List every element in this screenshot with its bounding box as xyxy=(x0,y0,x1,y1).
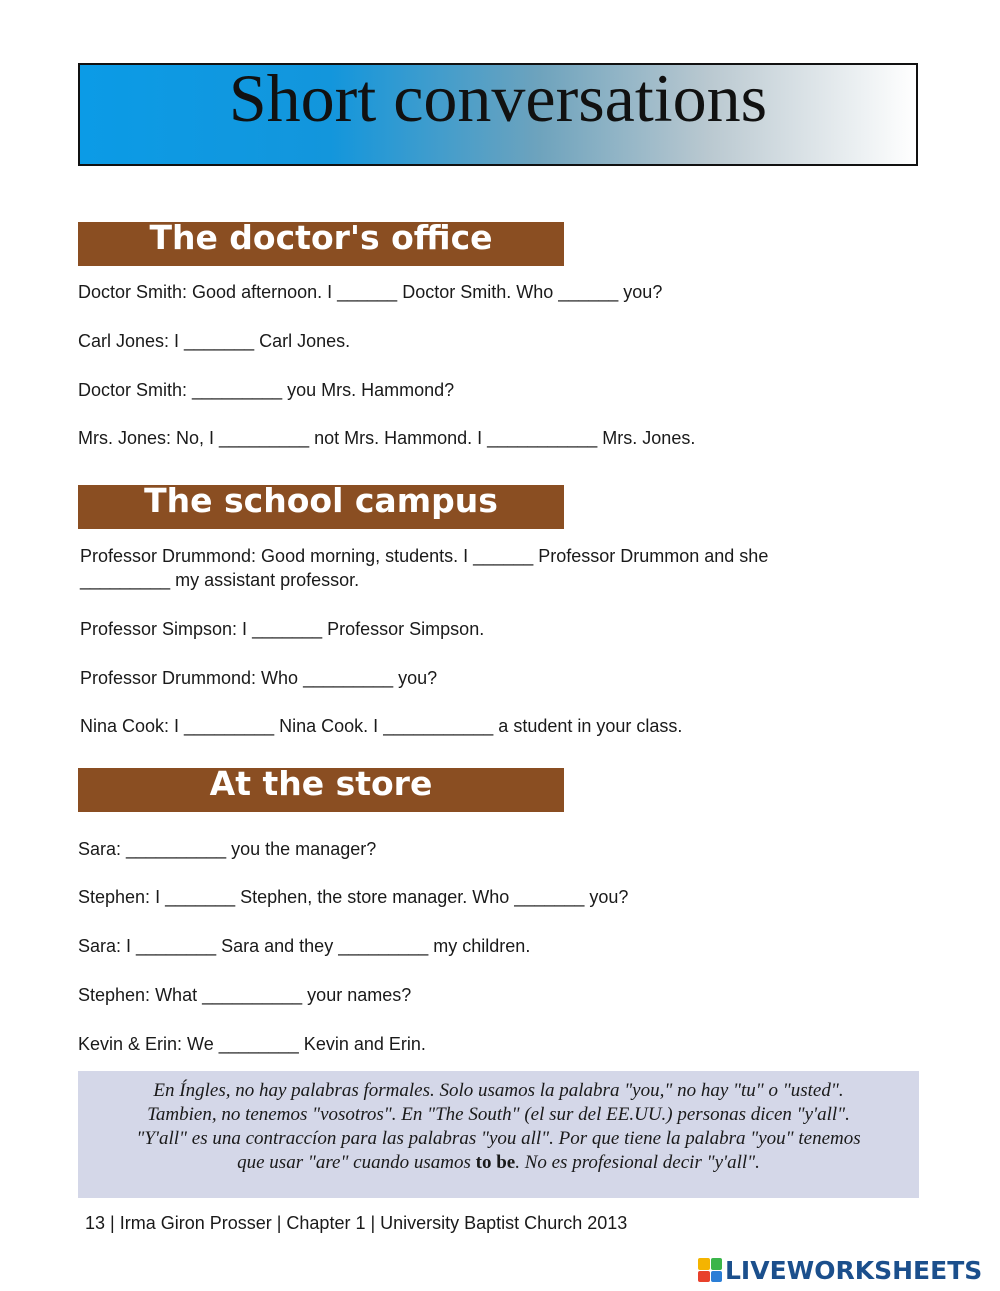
section-header-school-campus xyxy=(78,481,564,529)
dialogue-line: Stephen: I _______ Stephen, the store manager. Who _______ you? xyxy=(78,887,629,907)
logo-tile xyxy=(711,1258,723,1270)
page-title: Short conversations xyxy=(228,60,768,136)
dialogue-line: Stephen: What __________ your names? xyxy=(78,985,412,1005)
section-title: The doctor's office xyxy=(149,218,493,257)
note-line xyxy=(78,1151,919,1175)
grammar-note xyxy=(78,1079,919,1175)
dialogue-line: Sara: __________ you the manager? xyxy=(78,839,377,859)
section-header-at-the-store xyxy=(78,764,564,812)
note-text-segment: que usar "are" cuando usamos xyxy=(237,1152,476,1173)
note-line: Tambien, no tenemos "vosotros". En "The South" (el sur del EE.UU.) personas dicen "y'all". xyxy=(147,1104,850,1125)
liveworksheets-logo-icon xyxy=(698,1258,722,1282)
dialogue-line: Doctor Smith: Good afternoon. I ______ Doctor Smith. Who ______ you? xyxy=(78,282,663,302)
page-footer: 13 | Irma Giron Prosser | Chapter 1 | University Baptist Church 2013 xyxy=(85,1213,628,1233)
dialogue-line: Kevin & Erin: We ________ Kevin and Erin. xyxy=(78,1034,426,1054)
logo-tile xyxy=(698,1258,710,1270)
dialogue-line: Professor Simpson: I _______ Professor Simpson. xyxy=(80,619,485,639)
note-line: "Y'all" es una contraccíon para las palabras "you all". Por que tiene la palabra "you" tenemos xyxy=(136,1128,861,1149)
logo-tile xyxy=(698,1271,710,1283)
dialogue-line: Mrs. Jones: No, I _________ not Mrs. Hammond. I ___________ Mrs. Jones. xyxy=(78,428,696,448)
note-bold-term: to be xyxy=(475,1152,516,1173)
title-banner xyxy=(78,60,918,166)
brand-name: LIVEWORKSHEETS xyxy=(725,1255,983,1285)
note-line: En Íngles, no hay palabras formales. Solo usamos la palabra "you," no hay "tu" o "usted". xyxy=(153,1080,844,1101)
grammar-note-box xyxy=(78,1071,919,1198)
dialogue-line: Carl Jones: I _______ Carl Jones. xyxy=(78,331,351,351)
note-text-segment: . No es profesional decir "y'all". xyxy=(515,1152,760,1173)
dialogue-line: Sara: I ________ Sara and they _________ my children. xyxy=(78,936,531,956)
logo-tile xyxy=(711,1271,723,1283)
dialogue-line: Nina Cook: I _________ Nina Cook. I ___________ a student in your class. xyxy=(80,716,683,736)
dialogue-line: Professor Drummond: Who _________ you? xyxy=(80,668,438,688)
liveworksheets-brand xyxy=(698,1255,982,1285)
section-title: At the store xyxy=(209,764,433,803)
dialogue-line: Professor Drummond: Good morning, students. I ______ Professor Drummon and she _________ my assistant professor. xyxy=(80,546,769,590)
dialogue-line: Doctor Smith: _________ you Mrs. Hammond? xyxy=(78,380,455,400)
section-title: The school campus xyxy=(144,481,498,520)
section-header-doctors-office xyxy=(78,218,564,266)
